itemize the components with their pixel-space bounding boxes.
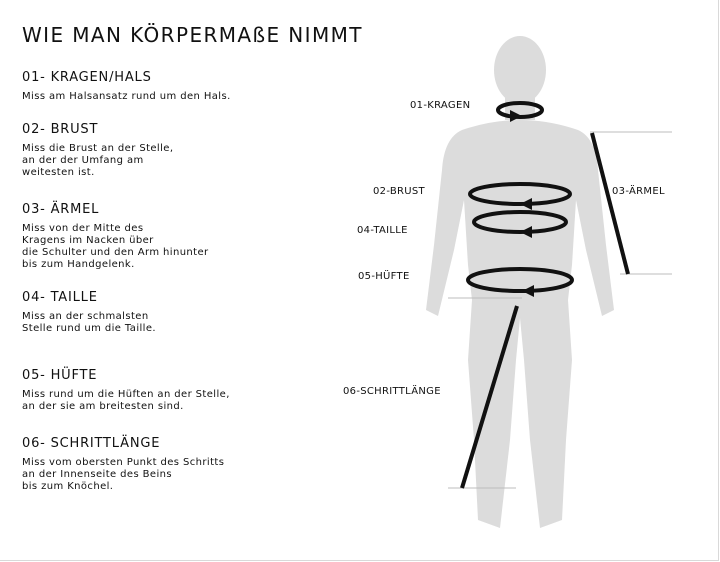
item-text: Miss an der schmalsten Stelle rund um die Taille. bbox=[22, 311, 156, 334]
label-huefte: 05-HÜFTE bbox=[358, 271, 410, 282]
item-heading: 04- TAILLE bbox=[22, 290, 98, 305]
label-kragen: 01-KRAGEN bbox=[410, 100, 471, 111]
label-schrittlaenge: 06-SCHRITTLÄNGE bbox=[343, 386, 441, 397]
item-text: Miss am Halsansatz rund um den Hals. bbox=[22, 91, 231, 102]
item-text: Miss von der Mitte des Kragens im Nacken über die Schulter und den Arm hinunter bis zum Handgelenk. bbox=[22, 223, 209, 270]
page-title: WIE MAN KÖRPERMAßE NIMMT bbox=[22, 23, 363, 48]
label-aermel: 03-ÄRMEL bbox=[612, 186, 665, 197]
label-taille: 04-TAILLE bbox=[357, 225, 408, 236]
item-heading: 02- BRUST bbox=[22, 122, 99, 137]
item-text: Miss rund um die Hüften an der Stelle, an der sie am breitesten sind. bbox=[22, 389, 230, 412]
item-heading: 01- KRAGEN/HALS bbox=[22, 70, 152, 85]
item-heading: 03- ÄRMEL bbox=[22, 202, 100, 217]
label-brust: 02-BRUST bbox=[373, 186, 425, 197]
item-text: Miss die Brust an der Stelle, an der der Umfang am weitesten ist. bbox=[22, 143, 174, 178]
item-heading: 06- SCHRITTLÄNGE bbox=[22, 436, 161, 451]
item-text: Miss vom obersten Punkt des Schritts an der Innenseite des Beins bis zum Knöchel. bbox=[22, 457, 225, 492]
item-heading: 05- HÜFTE bbox=[22, 368, 98, 383]
